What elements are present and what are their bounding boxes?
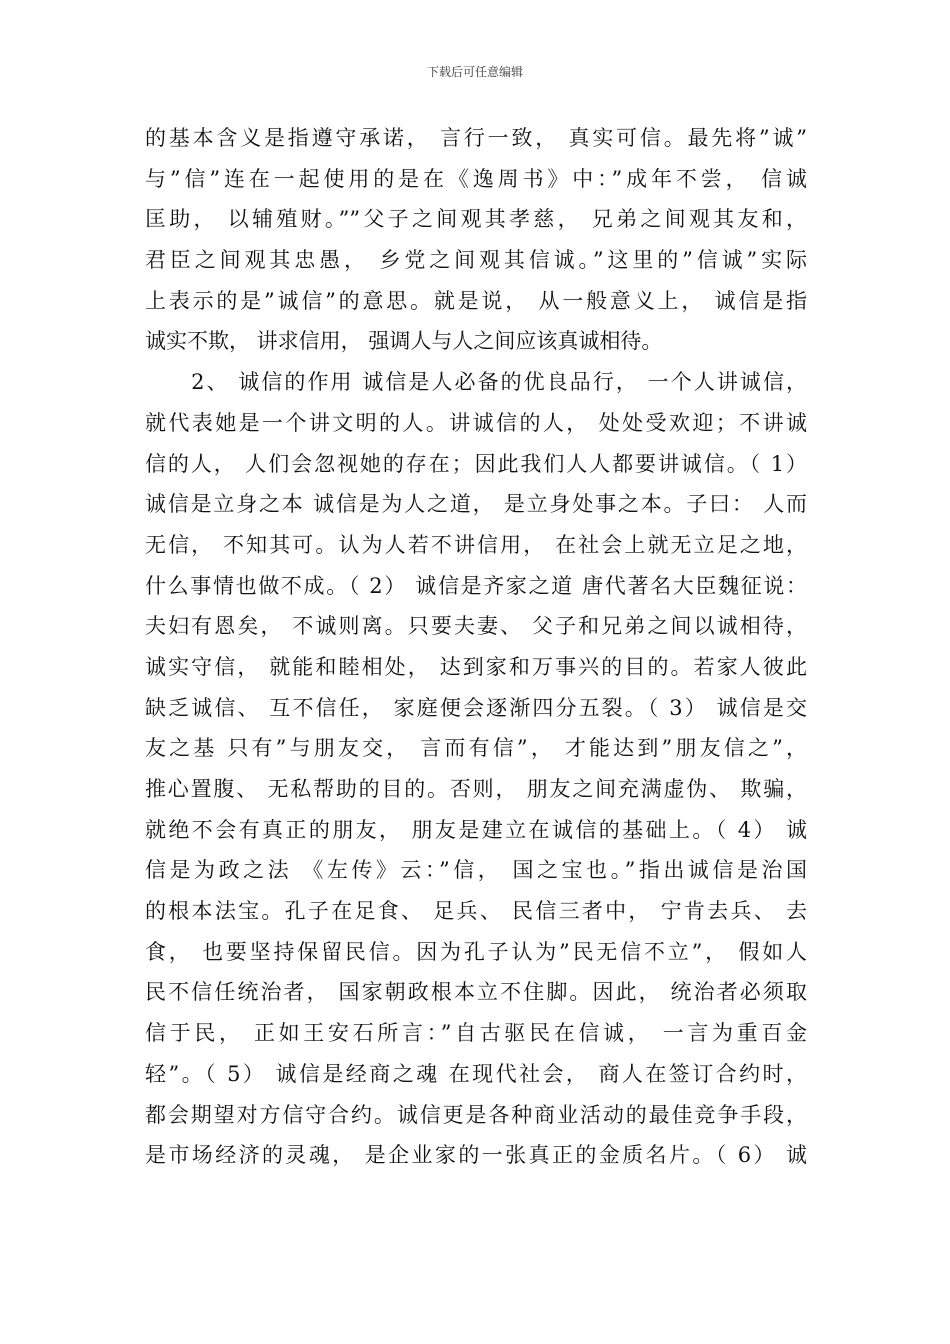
text-line: 就绝不会有真正的朋友， 朋友是建立在诚信的基础上。（ 4） 诚 <box>145 817 807 842</box>
text-line: 匡助， 以辅殖财。””父子之间观其孝慈， 兄弟之间观其友和， <box>145 207 807 232</box>
text-line: 上表示的是”诚信”的意思。就是说， 从一般意义上， 诚信是指 <box>145 288 807 313</box>
text-line: 的根本法宝。孔子在足食、 足兵、 民信三者中， 宁肯去兵、 去 <box>145 899 807 924</box>
text-line: 夫妇有恩矣， 不诚则离。只要夫妻、 父子和兄弟之间以诚相待， <box>145 614 807 639</box>
text-line: 推心置腹、 无私帮助的目的。否则， 朋友之间充满虚伪、 欺骗， <box>145 777 807 801</box>
text-line: 与”信”连在一起使用的是在《逸周书》中：”成年不尝， 信诚 <box>145 166 807 191</box>
text-line: 诚实不欺， 讲求信用， 强调人与人之间应该真诚相待。 <box>145 329 663 354</box>
document-body <box>145 118 807 1176</box>
text-line: 信是为政之法 《左传》云：”信， 国之宝也。”指出诚信是治国 <box>145 858 807 883</box>
text-line: 诚实守信， 就能和睦相处， 达到家和万事兴的目的。若家人彼此 <box>145 654 807 679</box>
text-line: 信的人， 人们会忽视她的存在；因此我们人人都要讲诚信。（ 1） <box>145 451 807 476</box>
text-line: 君臣之间观其忠愚， 乡党之间观其信诚。”这里的”信诚”实际 <box>145 248 807 273</box>
text-line: 友之基 只有”与朋友交， 言而有信”， 才能达到”朋友信之”， <box>145 736 807 761</box>
text-line: 是市场经济的灵魂， 是企业家的一张真正的金质名片。（ 6） 诚 <box>145 1143 807 1168</box>
text-line: 就代表她是一个讲文明的人。讲诚信的人， 处处受欢迎；不讲诚 <box>145 410 807 435</box>
text-line: 诚信是立身之本 诚信是为人之道， 是立身处事之本。子曰： 人而 <box>145 492 807 517</box>
text-line: 无信， 不知其可。认为人若不讲信用， 在社会上就无立足之地， <box>145 532 807 557</box>
text-line: 缺乏诚信、 互不信任， 家庭便会逐渐四分五裂。（ 3） 诚信是交 <box>145 695 807 720</box>
page-header: 下载后可任意编辑 <box>426 65 523 79</box>
text-line: 民不信任统治者， 国家朝政根本立不住脚。因此， 统治者必须取 <box>145 980 807 1005</box>
text-line: 的基本含义是指遵守承诺， 言行一致， 真实可信。最先将”诚” <box>145 126 807 150</box>
text-line: 什么事情也做不成。（ 2） 诚信是齐家之道 唐代著名大臣魏征说： <box>145 573 807 598</box>
text-line: 轻”。（ 5） 诚信是经商之魂 在现代社会， 商人在签订合约时， <box>145 1061 807 1086</box>
text-line: 2、 诚信的作用 诚信是人必备的优良品行， 一个人讲诚信， <box>145 370 807 395</box>
text-line: 食， 也要坚持保留民信。因为孔子认为”民无信不立”， 假如人 <box>145 939 807 964</box>
text-line: 信于民， 正如王安石所言：”自古驱民在信诚， 一言为重百金 <box>145 1021 807 1046</box>
text-line: 都会期望对方信守合约。诚信更是各种商业活动的最佳竞争手段， <box>145 1102 807 1127</box>
